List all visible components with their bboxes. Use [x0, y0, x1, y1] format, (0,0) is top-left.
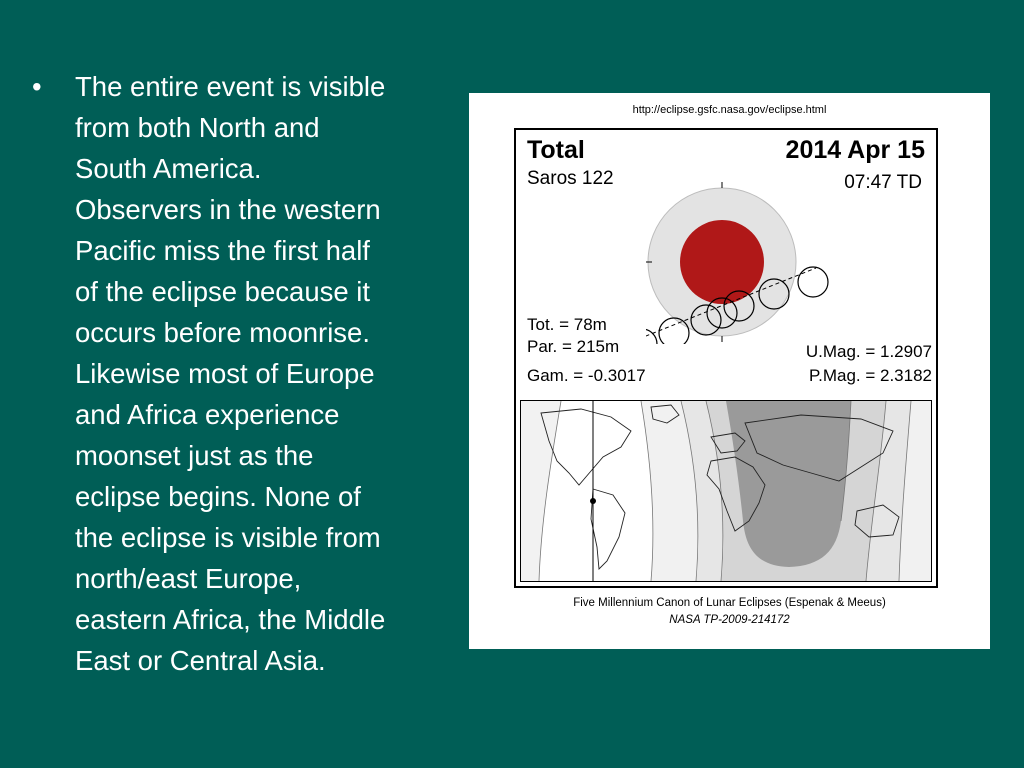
eclipse-panel [514, 128, 938, 588]
bullet-line: Likewise most of Europe [75, 358, 375, 389]
bullet-marker: • [32, 71, 42, 102]
eclipse-date: 2014 Apr 15 [785, 136, 925, 164]
bullet-line: and Africa experience [75, 399, 340, 430]
visibility-zone [521, 401, 561, 581]
bullet-line: eclipse begins. None of [75, 481, 361, 512]
bullet-line: Pacific miss the first half [75, 235, 370, 266]
figure-caption: Five Millennium Canon of Lunar Eclipses (Espenak & Meeus) [573, 597, 886, 609]
bullet-line: The entire event is visible [75, 71, 386, 102]
figure-url: http://eclipse.gsfc.nasa.gov/eclipse.html [632, 104, 827, 116]
bullet-line: north/east Europe, [75, 563, 302, 594]
partial-duration: Par. = 215m [527, 337, 620, 356]
umbra-circle [680, 220, 764, 304]
eclipse-figure [469, 93, 990, 649]
south-america-outline [591, 489, 625, 569]
gamma-value: Gam. = -0.3017 [527, 366, 646, 385]
penumbral-magnitude: P.Mag. = 2.3182 [808, 366, 932, 385]
bullet-text [75, 66, 475, 681]
bullet-line: East or Central Asia. [75, 645, 326, 676]
bullet-line: the eclipse is visible from [75, 522, 381, 553]
bullet-line: moonset just as the [75, 440, 314, 471]
visibility-map [520, 400, 932, 582]
bullet-line: occurs before moonrise. [75, 317, 370, 348]
eclipse-time: 07:47 TD [844, 172, 922, 193]
bullet-line: from both North and [75, 112, 320, 143]
eclipse-type: Total [527, 136, 585, 164]
world-map [521, 401, 931, 581]
moon-position [659, 318, 689, 344]
bullet-line: eastern Africa, the Middle [75, 604, 386, 635]
bullet-line: Observers in the western [75, 194, 381, 225]
bullet-line: of the eclipse because it [75, 276, 371, 307]
figure-reference: NASA TP-2009-214172 [669, 614, 790, 626]
saros-number: Saros 122 [527, 168, 614, 189]
moon-position [646, 329, 657, 344]
umbral-magnitude: U.Mag. = 1.2907 [805, 342, 932, 361]
zenith-marker [590, 498, 596, 504]
bullet-line: South America. [75, 153, 262, 184]
moon-position [798, 267, 828, 297]
moon-path-diagram [646, 174, 836, 344]
totality-duration: Tot. = 78m [527, 315, 607, 334]
